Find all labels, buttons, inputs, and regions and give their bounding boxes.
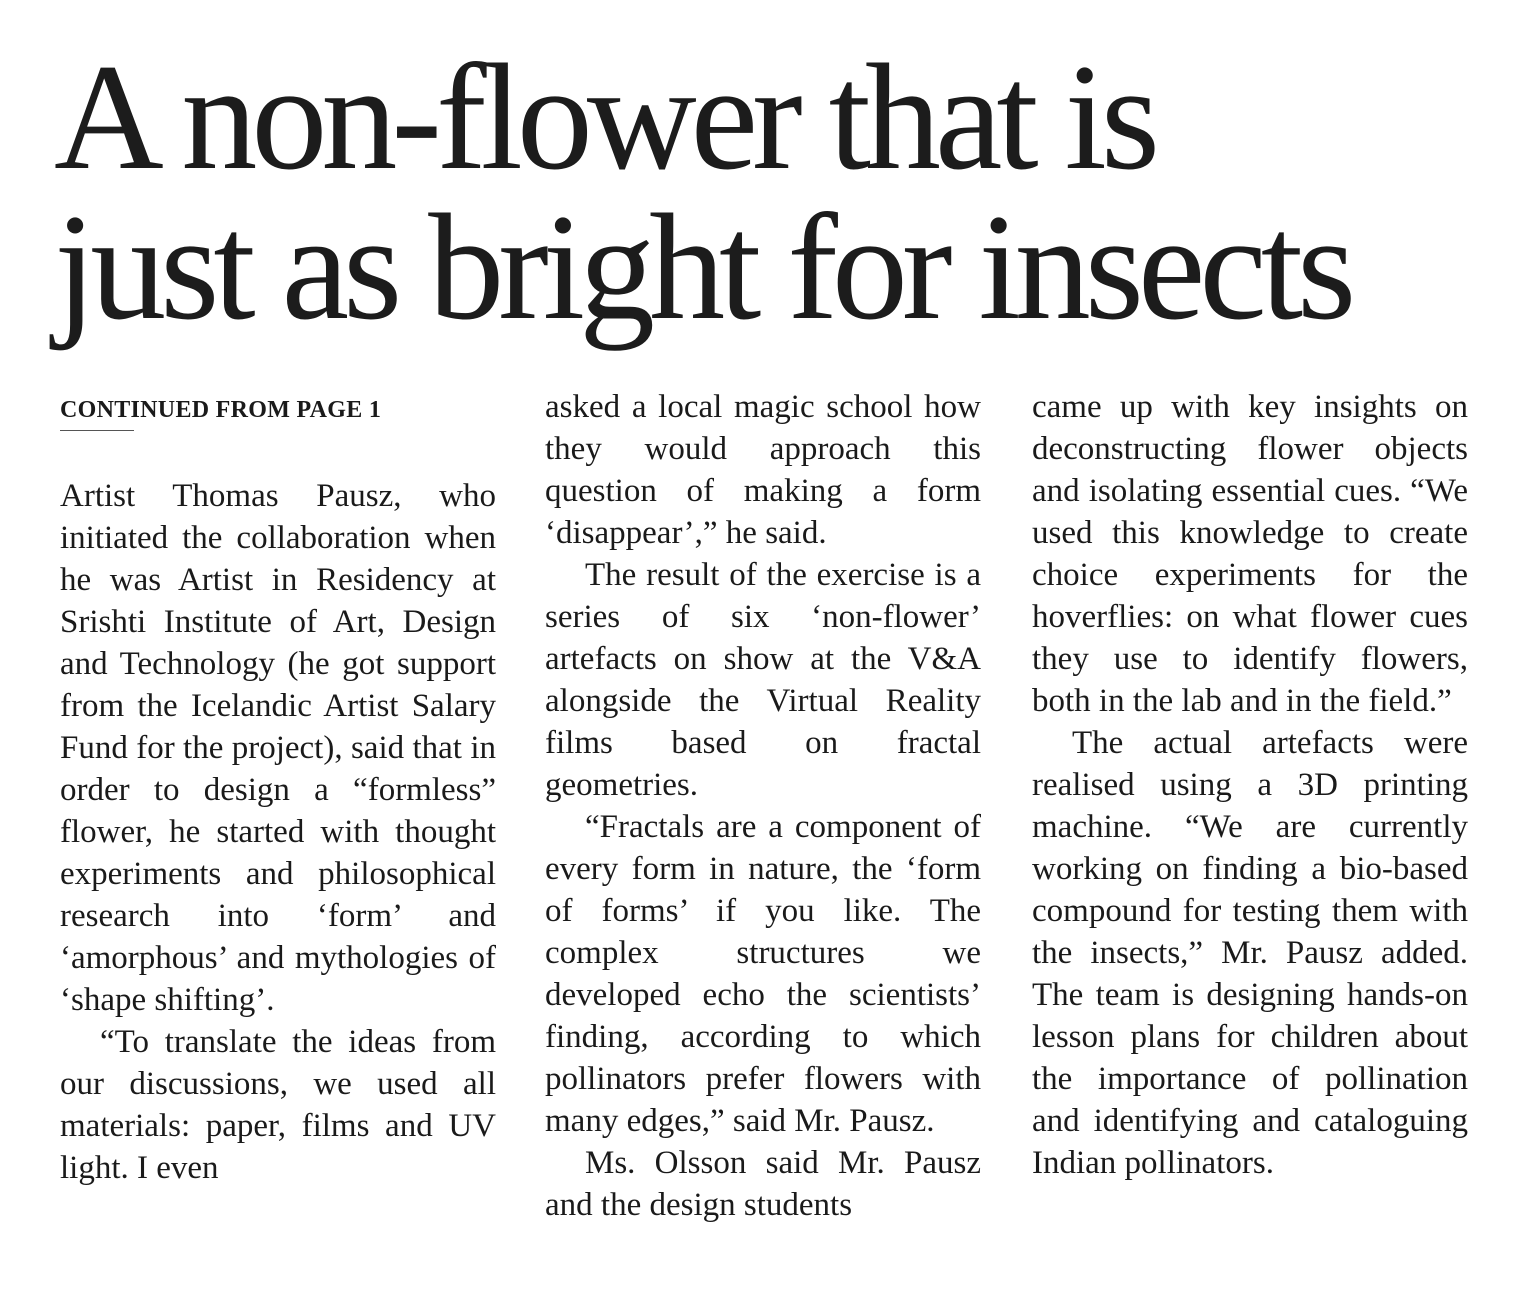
headline-line-1: A non-flower that is [54, 33, 1155, 201]
kicker-underline-divider [60, 430, 134, 431]
continued-kicker: CONTINUED FROM PAGE 1 [60, 397, 382, 423]
article-headline [54, 33, 1474, 351]
article-column-3 [1032, 386, 1468, 1184]
column-2-paragraph-1: asked a local magic school how they would approach this question of making a form ‘disappear’,” he said. [545, 389, 981, 551]
article-column-2 [545, 386, 981, 1226]
column-1-paragraph-2: “To translate the ideas from our discussions, we used all materials: paper, films and UV light. I even [60, 1024, 496, 1186]
column-2-paragraph-3: “Fractals are a component of every form in nature, the ‘form of forms’ if you like. The complex structures we developed echo the scientists’ finding, according to which pollinators prefer flowers with many edges,” said Mr. Pausz. [545, 809, 981, 1139]
column-2-paragraph-2: The result of the exercise is a series of six ‘non-flower’ artefacts on show at the V&A alongside the Virtual Reality films based on fractal geometries. [545, 557, 981, 803]
column-3-paragraph-2: The actual artefacts were realised using a 3D printing machine. “We are currently working on finding a bio-based compound for testing them with the insects,” Mr. Pausz added. The team is designing hands-on lesson plans for children about the importance of pollination and identifying and cataloguing Indian pollinators. [1032, 725, 1468, 1181]
column-2-paragraph-4: Ms. Olsson said Mr. Pausz and the design students [545, 1145, 981, 1223]
article-column-1 [60, 386, 496, 1189]
column-1-paragraph-1: Artist Thomas Pausz, who initiated the collaboration when he was Artist in Residency at Srishti Institute of Art, Design and Technology (he got support from the Icelandic Artist Salary Fund for the project), said that in order to design a “formless” flower, he started with thought experiments and philosophical research into ‘form’ and ‘amorphous’ and mythologies of ‘shape shifting’. [60, 478, 496, 1018]
column-3-paragraph-1: came up with key insights on deconstructing flower objects and isolating essential cues. “We used this knowledge to create choice experiments for the hoverflies: on what flower cues they use to identify flowers, both in the lab and in the field.” [1032, 389, 1468, 719]
headline-line-2: just as bright for insects [54, 183, 1351, 351]
